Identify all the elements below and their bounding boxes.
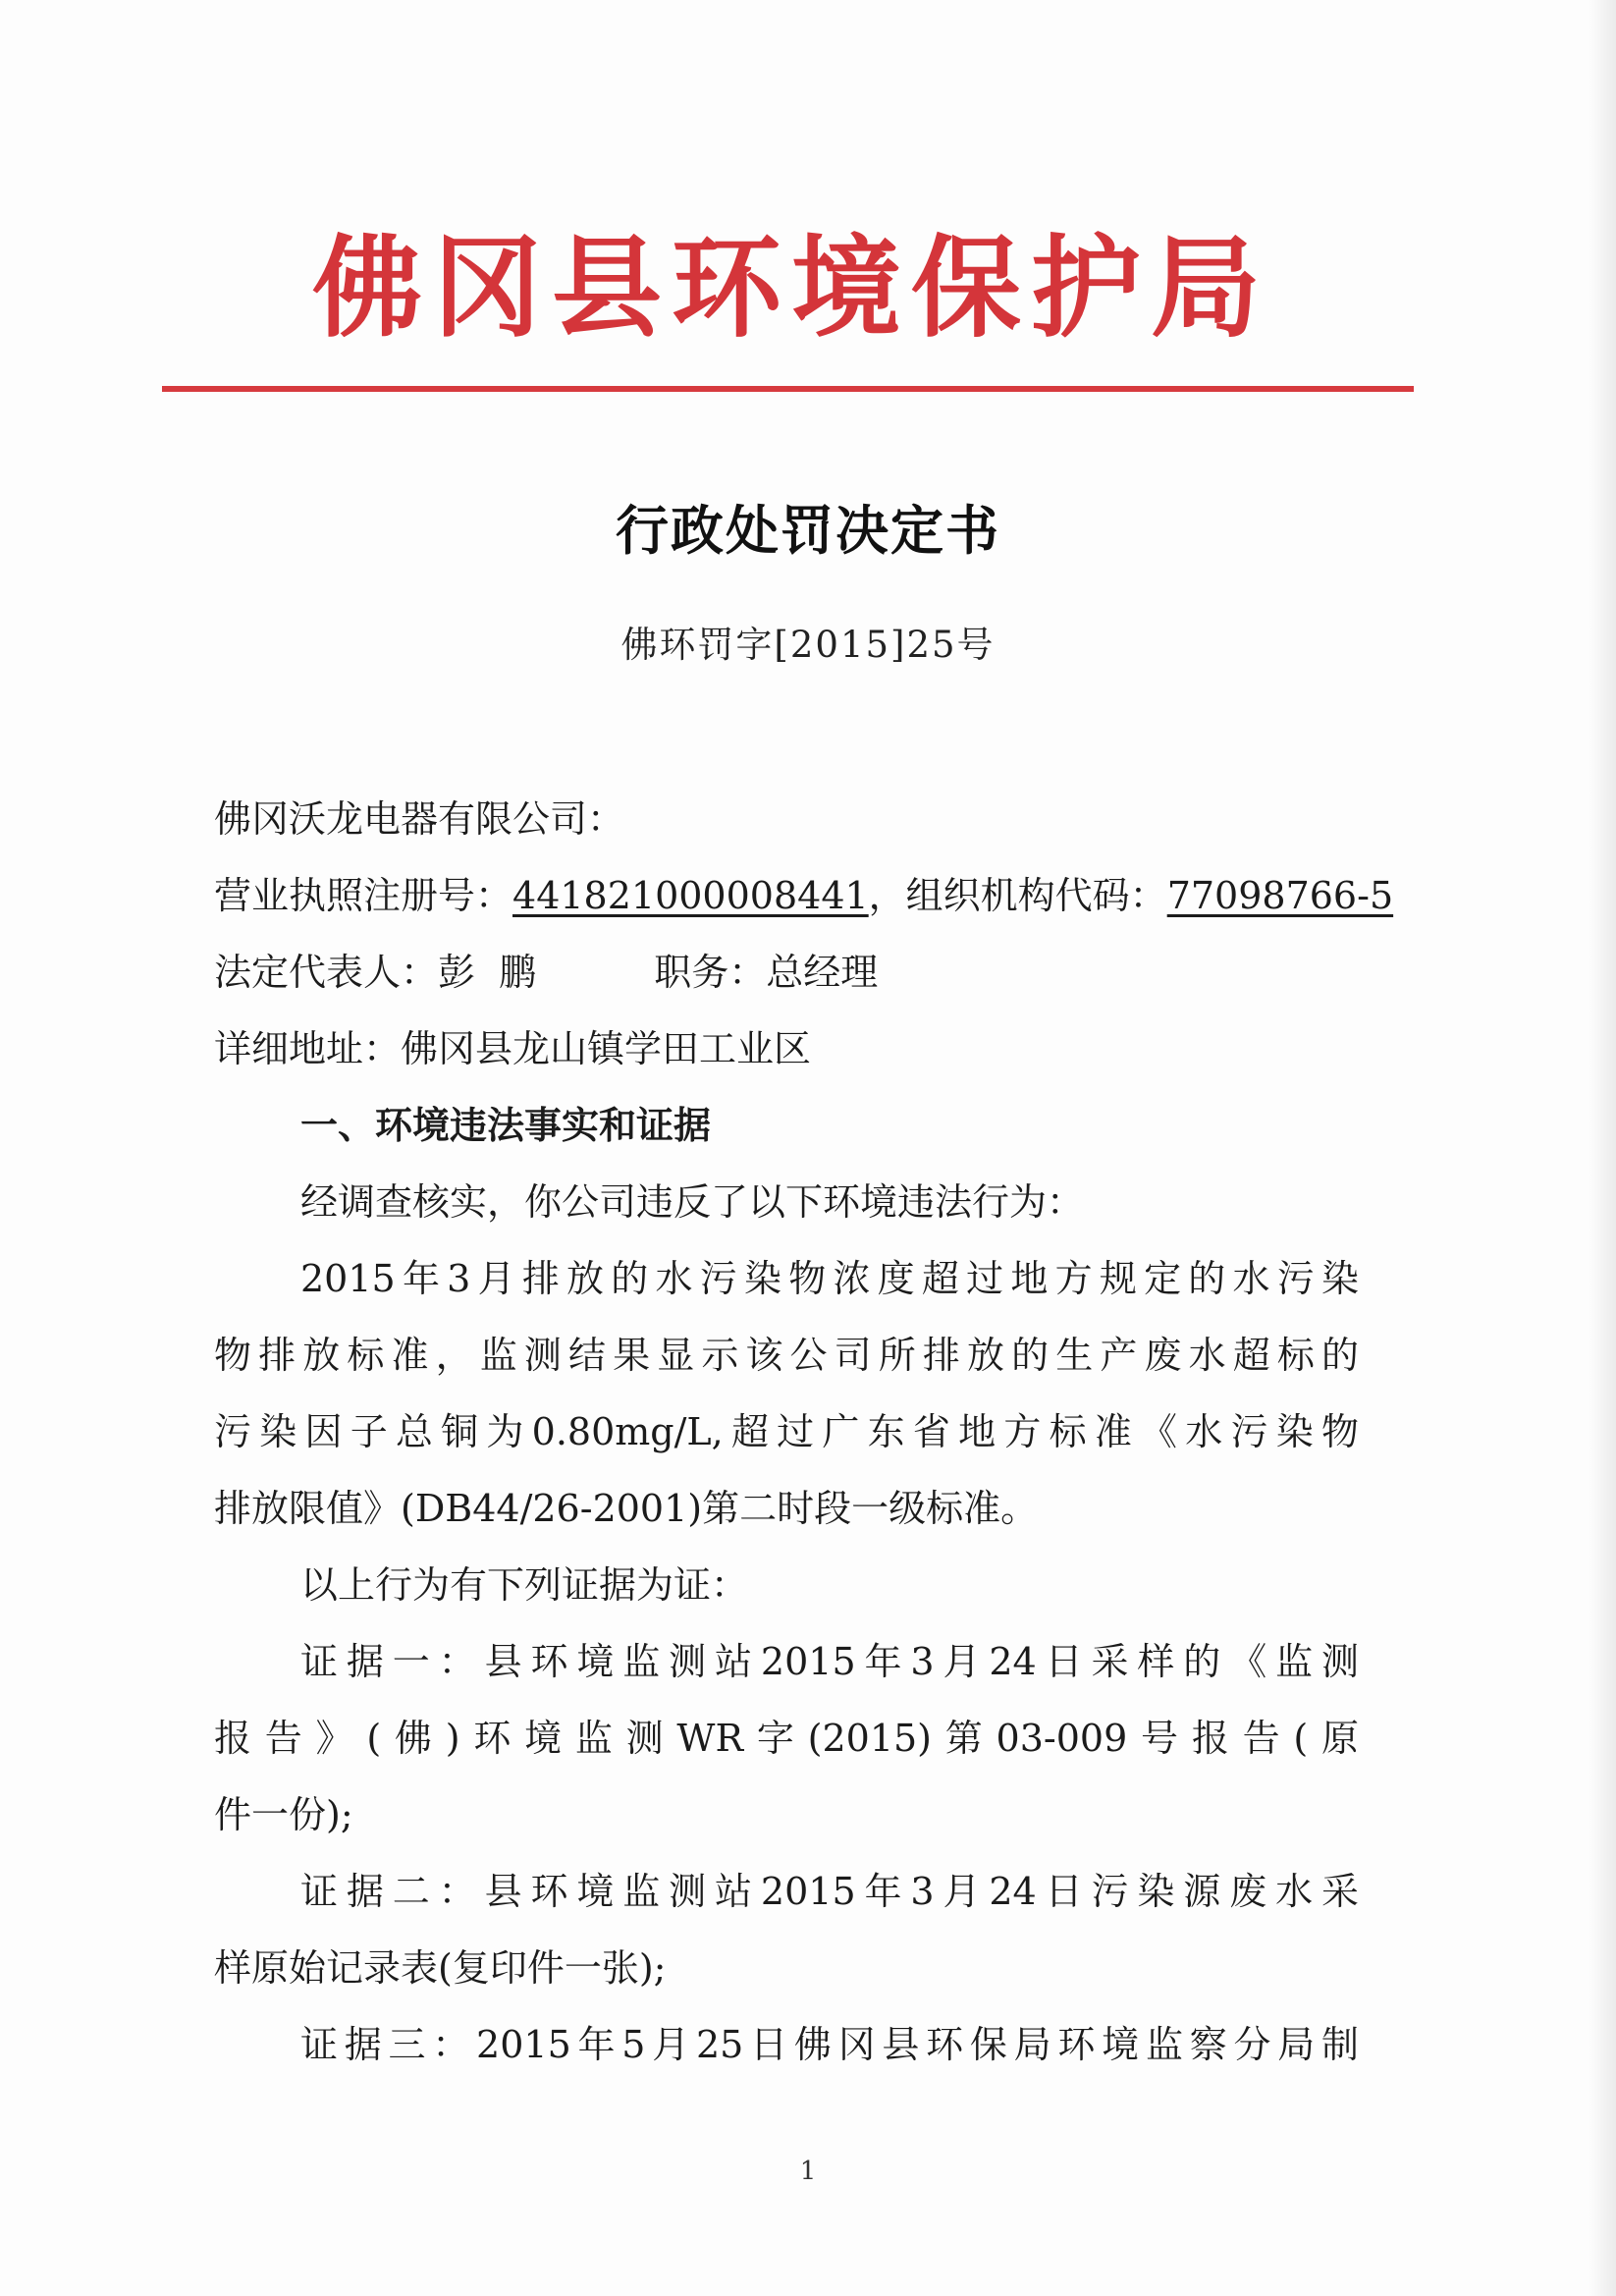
fact-line: 物排放标准，监测结果显示该公司所排放的生产废水超标的 — [214, 1334, 1359, 1377]
position-value: 总经理 — [766, 951, 879, 994]
address-line — [214, 1011, 1359, 1087]
evidence-2 — [214, 1853, 1359, 2006]
fact-paragraph — [214, 1240, 1359, 1547]
investigation-intro: 经调查核实，你公司违反了以下环境违法行为： — [300, 1180, 1085, 1224]
evidence-1 — [214, 1623, 1359, 1853]
fact-line: 排放限值》(DB44/26-2001)第二时段一级标准。 — [214, 1487, 1039, 1530]
document-number: 佛环罚字[2015]25号 — [620, 624, 996, 666]
evidence-3 — [214, 2006, 1359, 2083]
evidence-line: 证据二：县环境监测站2015年3月24日污染源废水采 — [300, 1870, 1359, 1913]
org-code: 77098766-5 — [1166, 874, 1394, 917]
legal-rep-line — [214, 934, 1359, 1011]
org-code-label: ，组织机构代码： — [868, 874, 1167, 917]
evidence-line: 证据三：2015年5月25日佛冈县环保局环境监察分局制 — [300, 2023, 1359, 2066]
recipient-company: 佛冈沃龙电器有限公司： — [214, 797, 625, 841]
license-line — [214, 857, 1394, 934]
page-number: 1 — [799, 2157, 817, 2186]
document-title: 行政处罚决定书 — [616, 500, 1000, 562]
scan-edge-shadow — [1589, 0, 1616, 2296]
evidence-intro: 以上行为有下列证据为证： — [300, 1563, 749, 1607]
agency-letterhead: 佛冈县环境保护局 — [312, 224, 1270, 353]
evidence-line: 报告》(佛)环境监测WR字(2015)第03-009号报告(原 — [214, 1717, 1359, 1760]
letterhead-red-rule — [162, 386, 1414, 392]
fact-line: 2015年3月排放的水污染物浓度超过地方规定的水污染 — [300, 1257, 1359, 1300]
address-label: 详细地址： — [214, 1027, 402, 1070]
evidence-line: 证据一：县环境监测站2015年3月24日采样的《监测 — [300, 1640, 1359, 1683]
license-number: 441821000008441 — [512, 874, 869, 917]
evidence-line: 件一份); — [214, 1793, 353, 1836]
evidence-line: 样原始记录表(复印件一张); — [214, 1946, 667, 1990]
address-value: 佛冈县龙山镇学田工业区 — [401, 1027, 812, 1070]
section-heading: 一、环境违法事实和证据 — [300, 1104, 712, 1147]
license-label: 营业执照注册号： — [214, 874, 513, 917]
position-label: 职务： — [654, 951, 767, 994]
fact-line: 污染因子总铜为0.80mg/L,超过广东省地方标准《水污染物 — [214, 1410, 1359, 1453]
legal-rep-label: 法定代表人： — [214, 951, 439, 994]
document-body — [214, 781, 1394, 2083]
legal-rep-name: 彭 鹏 — [438, 951, 537, 994]
